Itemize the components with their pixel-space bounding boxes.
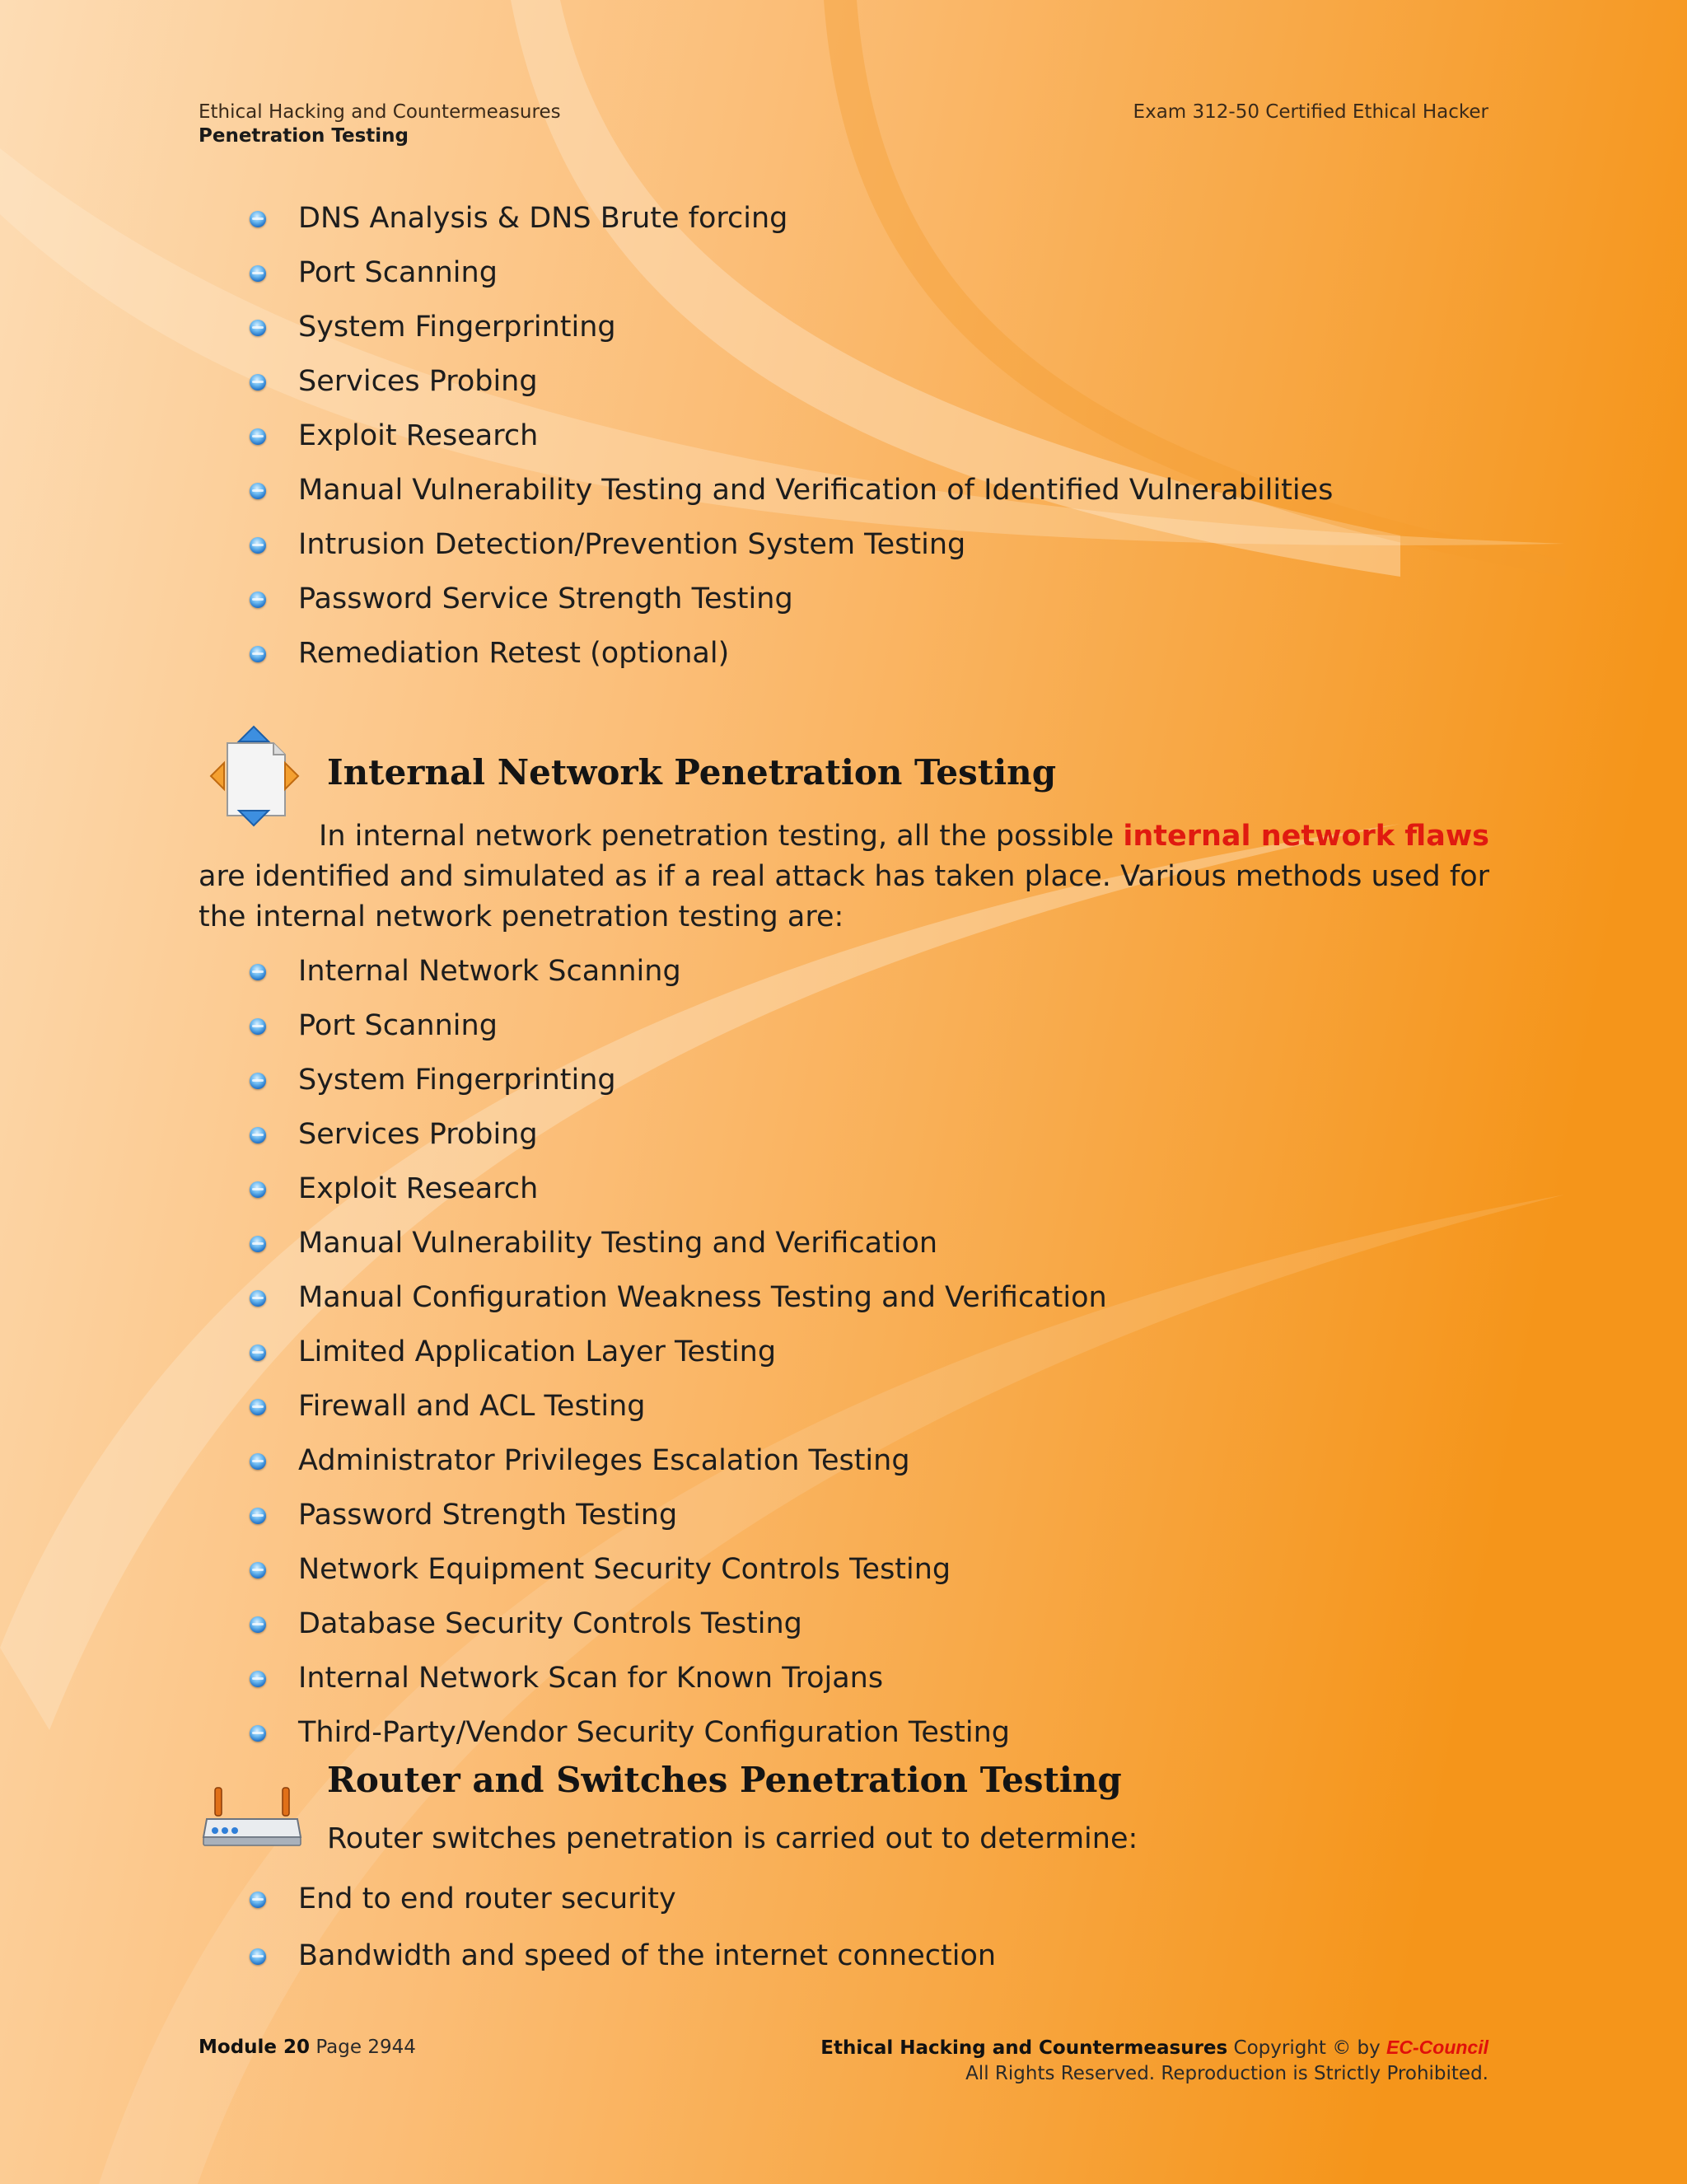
header-chapter-title: Penetration Testing	[199, 125, 409, 147]
footer-rights: All Rights Reserved. Reproduction is Strictly Prohibited.	[965, 2063, 1488, 2084]
page-footer-right	[820, 2035, 1488, 2087]
bullet-icon	[250, 1236, 266, 1252]
bullet-icon	[250, 537, 266, 554]
bullet-icon	[250, 1725, 266, 1742]
internal-testing-list	[247, 944, 1107, 1760]
list-item: Port Scanning	[247, 998, 1107, 1053]
router-intro-text: Router switches penetration is carried out to determine:	[327, 1822, 1138, 1855]
list-item: Exploit Research	[247, 409, 1333, 463]
bullet-icon	[250, 374, 266, 391]
header-exam-title: Exam 312-50 Certified Ethical Hacker	[1133, 101, 1488, 123]
bullet-icon	[250, 1073, 266, 1089]
list-item: System Fingerprinting	[247, 300, 1333, 354]
page-footer-left	[199, 2035, 416, 2060]
list-item: Third-Party/Vendor Security Configuration Testing	[247, 1705, 1107, 1760]
list-item: Password Strength Testing	[247, 1488, 1107, 1542]
bullet-icon	[250, 1290, 266, 1307]
list-item: End to end router security	[247, 1872, 996, 1926]
list-item: Services Probing	[247, 354, 1333, 409]
bullet-icon	[250, 592, 266, 608]
bullet-icon	[250, 211, 266, 227]
list-item: Network Equipment Security Controls Testing	[247, 1542, 1107, 1597]
list-item: Port Scanning	[247, 246, 1333, 300]
bullet-icon	[250, 428, 266, 445]
router-testing-list	[247, 1872, 996, 1983]
list-item: System Fingerprinting	[247, 1053, 1107, 1107]
router-icon	[202, 1786, 302, 1852]
internal-intro-paragraph: In internal network penetration testing, all the possible internal network flaws are identified and simulated as if a real attack has taken place. Various methods used for the internal network penetration testing are:	[199, 820, 1489, 933]
external-testing-list	[247, 191, 1333, 680]
list-item: Manual Vulnerability Testing and Verification	[247, 1216, 1107, 1270]
page-header-right	[1133, 101, 1488, 124]
page-header-left	[199, 101, 561, 148]
bullet-icon	[250, 320, 266, 336]
list-item: Internal Network Scan for Known Trojans	[247, 1651, 1107, 1705]
bullet-icon	[250, 1399, 266, 1415]
bullet-icon	[250, 1345, 266, 1361]
list-item: Firewall and ACL Testing	[247, 1379, 1107, 1433]
section-title-router: Router and Switches Penetration Testing	[327, 1760, 1122, 1800]
bullet-icon	[250, 1181, 266, 1198]
list-item: Bandwidth and speed of the internet connection	[247, 1929, 996, 1983]
footer-copyright: Ethical Hacking and Countermeasures Copyright © by EC-Council	[820, 2037, 1488, 2059]
list-item: Administrator Privileges Escalation Testing	[247, 1433, 1107, 1488]
list-item: Exploit Research	[247, 1162, 1107, 1216]
list-item: Internal Network Scanning	[247, 944, 1107, 998]
footer-module: Module 20	[199, 2037, 311, 2058]
header-course-title: Ethical Hacking and Countermeasures	[199, 101, 561, 123]
bullet-icon	[250, 1127, 266, 1143]
bullet-icon	[250, 265, 266, 282]
list-item: DNS Analysis & DNS Brute forcing	[247, 191, 1333, 246]
highlight-text: internal network flaws	[1123, 820, 1489, 853]
bullet-icon	[250, 483, 266, 499]
bullet-icon	[250, 1508, 266, 1524]
list-item: Password Service Strength Testing	[247, 572, 1333, 626]
bullet-icon	[250, 964, 266, 980]
document-arrows-icon	[206, 725, 301, 827]
bullet-icon	[250, 1892, 266, 1908]
section-title-internal: Internal Network Penetration Testing	[327, 752, 1057, 793]
list-item: Database Security Controls Testing	[247, 1597, 1107, 1651]
bullet-icon	[250, 1948, 266, 1965]
bullet-icon	[250, 646, 266, 662]
bullet-icon	[250, 1616, 266, 1633]
bullet-icon	[250, 1671, 266, 1687]
list-item: Remediation Retest (optional)	[247, 626, 1333, 680]
bullet-icon	[250, 1562, 266, 1578]
bullet-icon	[250, 1453, 266, 1470]
ec-council-logo: EC-Council	[1386, 2037, 1488, 2058]
list-item: Intrusion Detection/Prevention System Testing	[247, 517, 1333, 572]
list-item: Services Probing	[247, 1107, 1107, 1162]
list-item: Manual Configuration Weakness Testing and Verification	[247, 1270, 1107, 1325]
list-item: Manual Vulnerability Testing and Verification of Identified Vulnerabilities	[247, 463, 1333, 517]
bullet-icon	[250, 1018, 266, 1035]
footer-page: Page 2944	[315, 2037, 416, 2058]
list-item: Limited Application Layer Testing	[247, 1325, 1107, 1379]
